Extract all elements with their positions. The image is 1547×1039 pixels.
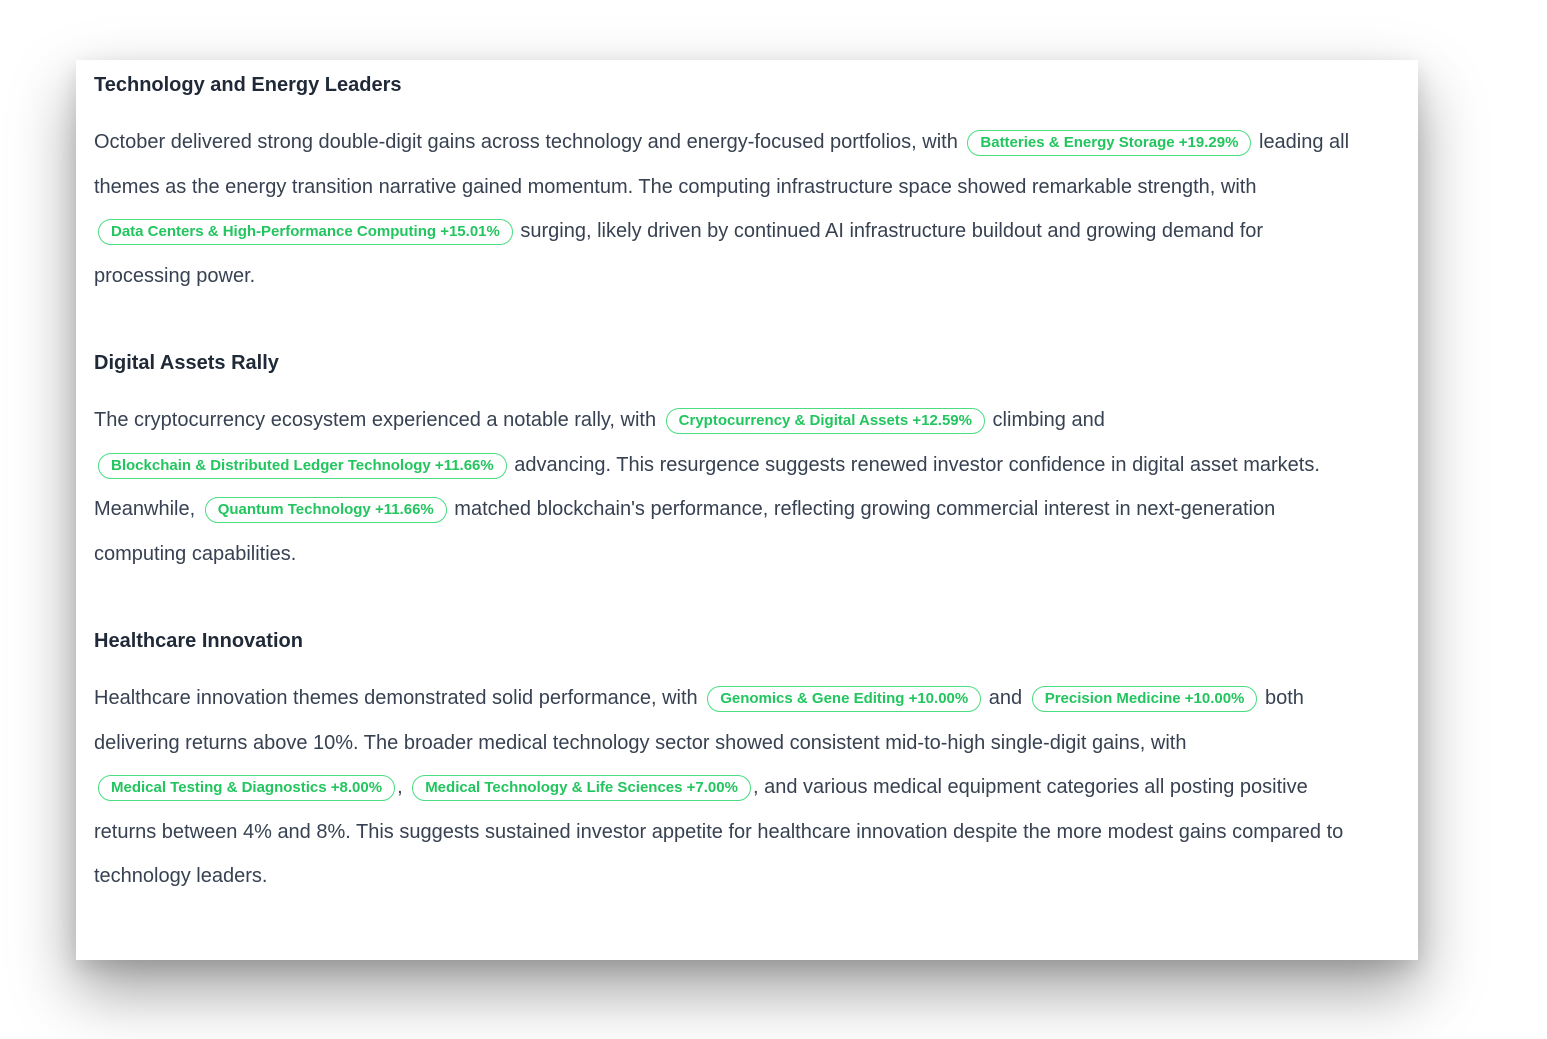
theme-pill-blockchain-dlt[interactable]: Blockchain & Distributed Ledger Technology +11.66% xyxy=(98,453,507,479)
body-text: and xyxy=(983,687,1028,709)
section-body xyxy=(94,676,1364,899)
body-text: both delivering returns above 10%. The broader medical technology sector showed consistent mid-to-high single-digit gains, with xyxy=(94,687,1304,754)
body-text: The cryptocurrency ecosystem experienced a notable rally, with xyxy=(94,409,662,431)
section-digital-assets xyxy=(94,350,1400,576)
body-text: , xyxy=(397,776,409,798)
section-title: Digital Assets Rally xyxy=(94,352,279,374)
report-card xyxy=(76,60,1418,960)
body-text: surging, likely driven by continued AI infrastructure buildout and growing demand for processing power. xyxy=(94,220,1264,287)
section-title: Healthcare Innovation xyxy=(94,630,303,652)
section-body xyxy=(94,398,1364,576)
section-technology-energy xyxy=(94,72,1400,298)
body-text: advancing. This resurgence suggests renewed investor confidence in digital asset markets. Meanwhile, xyxy=(94,453,1320,520)
section-healthcare-innovation xyxy=(94,628,1400,899)
body-text: climbing and xyxy=(987,409,1105,431)
body-text: leading all themes as the energy transition narrative gained momentum. The computing infrastructure space showed remarkable strength, with xyxy=(94,131,1350,198)
theme-pill-data-centers-hpc[interactable]: Data Centers & High-Performance Computing +15.01% xyxy=(98,219,513,245)
theme-pill-genomics-gene-editing[interactable]: Genomics & Gene Editing +10.00% xyxy=(707,686,981,712)
body-text: matched blockchain's performance, reflecting growing commercial interest in next-generation computing capabilities. xyxy=(94,498,1276,565)
body-text: Healthcare innovation themes demonstrated solid performance, with xyxy=(94,687,704,709)
theme-pill-medical-technology-life-sciences[interactable]: Medical Technology & Life Sciences +7.00% xyxy=(412,775,751,801)
theme-pill-quantum-technology[interactable]: Quantum Technology +11.66% xyxy=(205,497,447,523)
body-text: , and various medical equipment categories all posting positive returns between 4% and 8%. This suggests sustained investor appetite for healthcare innovation despite the more modest gains compared to technology leaders. xyxy=(94,776,1344,887)
theme-pill-cryptocurrency-digital-assets[interactable]: Cryptocurrency & Digital Assets +12.59% xyxy=(666,408,985,434)
theme-pill-precision-medicine[interactable]: Precision Medicine +10.00% xyxy=(1032,686,1258,712)
section-body xyxy=(94,120,1364,298)
theme-pill-medical-testing-diagnostics[interactable]: Medical Testing & Diagnostics +8.00% xyxy=(98,775,395,801)
theme-pill-batteries-energy-storage[interactable]: Batteries & Energy Storage +19.29% xyxy=(967,130,1251,156)
body-text: October delivered strong double-digit gains across technology and energy-focused portfolios, with xyxy=(94,131,964,153)
section-title: Technology and Energy Leaders xyxy=(94,74,402,96)
